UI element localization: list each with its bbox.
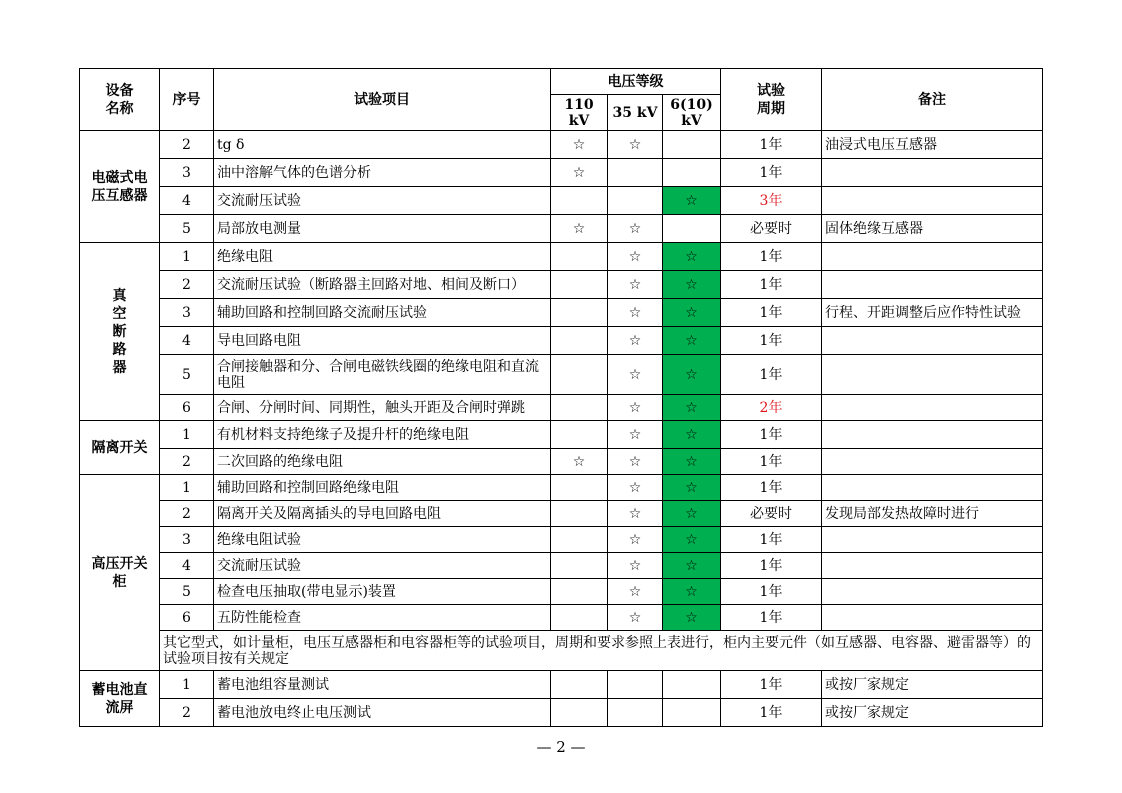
device-category: 电磁式电压互感器 [80, 131, 160, 243]
item-cell: 局部放电测量 [214, 215, 551, 243]
cycle-cell: 1年 [721, 553, 822, 579]
table-row [80, 395, 1043, 421]
v110-cell [551, 395, 608, 421]
cycle-cell: 1年 [721, 671, 822, 699]
remark-cell [822, 553, 1043, 579]
remark-cell: 行程、开距调整后应作特性试验 [822, 299, 1043, 327]
v6-cell [663, 271, 721, 299]
table-row [80, 527, 1043, 553]
header-device: 设备名称 [80, 69, 160, 131]
v6-cell [663, 395, 721, 421]
seq-cell: 2 [160, 271, 214, 299]
v35-cell [608, 671, 663, 699]
v35-cell [608, 215, 663, 243]
v110-cell [551, 579, 608, 605]
star-icon: ☆ [628, 136, 642, 153]
star-icon: ☆ [685, 276, 698, 293]
remark-cell: 油浸式电压互感器 [822, 131, 1043, 159]
star-icon: ☆ [628, 220, 642, 237]
table-row [80, 699, 1043, 727]
remark-cell: 或按厂家规定 [822, 671, 1043, 699]
star-icon: ☆ [685, 505, 698, 522]
seq-cell: 1 [160, 243, 214, 271]
cycle-cell: 1年 [721, 579, 822, 605]
table-row [80, 355, 1043, 395]
v35-cell [608, 449, 663, 475]
remark-cell [822, 421, 1043, 449]
table-row [80, 421, 1043, 449]
table-row [80, 159, 1043, 187]
item-cell: 二次回路的绝缘电阻 [214, 449, 551, 475]
star-icon: ☆ [628, 304, 642, 321]
v6-cell [663, 421, 721, 449]
v110-cell [551, 131, 608, 159]
star-icon: ☆ [685, 453, 698, 470]
v110-cell [551, 421, 608, 449]
cycle-cell: 1年 [721, 299, 822, 327]
v35-cell [608, 327, 663, 355]
v35-cell [608, 501, 663, 527]
v6-cell [663, 579, 721, 605]
header-remark: 备注 [822, 69, 1043, 131]
v6-cell [663, 699, 721, 727]
v110-cell [551, 671, 608, 699]
star-icon: ☆ [628, 248, 642, 265]
v110-cell [551, 699, 608, 727]
table-row [80, 327, 1043, 355]
remark-cell [822, 327, 1043, 355]
star-icon: ☆ [685, 304, 698, 321]
item-cell: 导电回路电阻 [214, 327, 551, 355]
cycle-cell: 1年 [721, 159, 822, 187]
star-icon: ☆ [628, 332, 642, 349]
remark-cell [822, 187, 1043, 215]
star-icon: ☆ [685, 531, 698, 548]
star-icon: ☆ [628, 609, 642, 626]
v6-cell [663, 187, 721, 215]
v35-cell [608, 187, 663, 215]
header-row-top [80, 69, 1043, 95]
star-icon: ☆ [685, 192, 698, 209]
v110-cell [551, 475, 608, 501]
header-item: 试验项目 [214, 69, 551, 131]
v6-cell [663, 671, 721, 699]
v35-cell [608, 527, 663, 553]
v35-cell [608, 579, 663, 605]
seq-cell: 1 [160, 671, 214, 699]
star-icon: ☆ [628, 399, 642, 416]
star-icon: ☆ [572, 136, 586, 153]
v110-cell [551, 243, 608, 271]
item-cell: 检查电压抽取(带电显示)装置 [214, 579, 551, 605]
item-cell: 五防性能检查 [214, 605, 551, 631]
seq-cell: 1 [160, 421, 214, 449]
item-cell: 合闸接触器和分、合闸电磁铁线圈的绝缘电阻和直流电阻 [214, 355, 551, 395]
v35-cell [608, 475, 663, 501]
cycle-cell: 1年 [721, 527, 822, 553]
star-icon: ☆ [628, 557, 642, 574]
seq-cell: 3 [160, 527, 214, 553]
table-row [80, 131, 1043, 159]
v110-cell [551, 527, 608, 553]
item-cell: 辅助回路和控制回路绝缘电阻 [214, 475, 551, 501]
v6-cell [663, 475, 721, 501]
table-row [80, 271, 1043, 299]
note-cell: 其它型式，如计量柜，电压互感器柜和电容器柜等的试验项目，周期和要求参照上表进行，柜内主要元件（如互感器、电容器、避雷器等）的试验项目按有关规定 [160, 631, 1043, 671]
v110-cell [551, 215, 608, 243]
item-cell: 交流耐压试验 [214, 187, 551, 215]
device-category: 隔离开关 [80, 421, 160, 475]
table-row [80, 605, 1043, 631]
seq-cell: 5 [160, 579, 214, 605]
table-row [80, 299, 1043, 327]
v110-cell [551, 159, 608, 187]
table-row [80, 579, 1043, 605]
star-icon: ☆ [628, 505, 642, 522]
star-icon: ☆ [572, 453, 586, 470]
seq-cell: 4 [160, 553, 214, 579]
cycle-cell: 3年 [721, 187, 822, 215]
v35-cell [608, 271, 663, 299]
header-v35: 35 kV [608, 95, 663, 131]
cycle-cell: 1年 [721, 131, 822, 159]
v6-cell [663, 501, 721, 527]
remark-cell: 发现局部发热故障时进行 [822, 501, 1043, 527]
item-cell: 有机材料支持绝缘子及提升杆的绝缘电阻 [214, 421, 551, 449]
header-v110: 110 kV [551, 95, 608, 131]
cycle-cell: 1年 [721, 605, 822, 631]
v110-cell [551, 299, 608, 327]
v35-cell [608, 243, 663, 271]
star-icon: ☆ [628, 583, 642, 600]
v35-cell [608, 699, 663, 727]
v110-cell [551, 271, 608, 299]
v35-cell [608, 553, 663, 579]
star-icon: ☆ [685, 583, 698, 600]
star-icon: ☆ [685, 479, 698, 496]
v110-cell [551, 605, 608, 631]
v110-cell [551, 449, 608, 475]
seq-cell: 2 [160, 699, 214, 727]
star-icon: ☆ [628, 366, 642, 383]
seq-cell: 1 [160, 475, 214, 501]
v6-cell [663, 159, 721, 187]
star-icon: ☆ [685, 609, 698, 626]
star-icon: ☆ [628, 276, 642, 293]
item-cell: 合闸、分闸时间、同期性，触头开距及合闸时弹跳 [214, 395, 551, 421]
star-icon: ☆ [572, 164, 586, 181]
v6-cell [663, 605, 721, 631]
item-cell: tg δ [214, 131, 551, 159]
page-number: — 2 — [536, 738, 586, 756]
cycle-cell: 1年 [721, 421, 822, 449]
v35-cell [608, 131, 663, 159]
v35-cell [608, 355, 663, 395]
item-cell: 辅助回路和控制回路交流耐压试验 [214, 299, 551, 327]
remark-cell [822, 579, 1043, 605]
table-row [80, 243, 1043, 271]
header-v6: 6(10) kV [663, 95, 721, 131]
star-icon: ☆ [572, 220, 586, 237]
device-category: 高压开关柜 [80, 475, 160, 671]
item-cell: 绝缘电阻试验 [214, 527, 551, 553]
device-category: 蓄电池直流屏 [80, 671, 160, 727]
item-cell: 隔离开关及隔离插头的导电回路电阻 [214, 501, 551, 527]
seq-cell: 6 [160, 395, 214, 421]
v6-cell [663, 355, 721, 395]
seq-cell: 4 [160, 187, 214, 215]
remark-cell [822, 271, 1043, 299]
v6-cell [663, 327, 721, 355]
seq-cell: 2 [160, 449, 214, 475]
v6-cell [663, 553, 721, 579]
test-items-table [79, 68, 1043, 727]
v110-cell [551, 327, 608, 355]
table-row [80, 449, 1043, 475]
remark-cell [822, 527, 1043, 553]
table-row [80, 187, 1043, 215]
v110-cell [551, 501, 608, 527]
cycle-cell: 1年 [721, 449, 822, 475]
table-row [80, 501, 1043, 527]
seq-cell: 4 [160, 327, 214, 355]
note-row [80, 631, 1043, 671]
header-voltage: 电压等级 [551, 69, 721, 95]
remark-cell [822, 159, 1043, 187]
cycle-cell: 1年 [721, 327, 822, 355]
remark-cell: 固体绝缘互感器 [822, 215, 1043, 243]
cycle-cell: 1年 [721, 271, 822, 299]
cycle-cell: 1年 [721, 699, 822, 727]
remark-cell [822, 243, 1043, 271]
table-row [80, 671, 1043, 699]
v110-cell [551, 553, 608, 579]
seq-cell: 6 [160, 605, 214, 631]
cycle-cell: 必要时 [721, 501, 822, 527]
star-icon: ☆ [685, 426, 698, 443]
remark-cell: 或按厂家规定 [822, 699, 1043, 727]
remark-cell [822, 355, 1043, 395]
v6-cell [663, 527, 721, 553]
v6-cell [663, 215, 721, 243]
item-cell: 油中溶解气体的色谱分析 [214, 159, 551, 187]
v110-cell [551, 187, 608, 215]
seq-cell: 2 [160, 131, 214, 159]
v35-cell [608, 159, 663, 187]
star-icon: ☆ [628, 453, 642, 470]
v6-cell [663, 131, 721, 159]
table-row [80, 215, 1043, 243]
seq-cell: 3 [160, 159, 214, 187]
star-icon: ☆ [685, 557, 698, 574]
cycle-cell: 1年 [721, 475, 822, 501]
seq-cell: 2 [160, 501, 214, 527]
remark-cell [822, 605, 1043, 631]
star-icon: ☆ [628, 426, 642, 443]
star-icon: ☆ [685, 399, 698, 416]
cycle-cell: 1年 [721, 243, 822, 271]
remark-cell [822, 475, 1043, 501]
v35-cell [608, 421, 663, 449]
v6-cell [663, 449, 721, 475]
v35-cell [608, 299, 663, 327]
item-cell: 交流耐压试验 [214, 553, 551, 579]
item-cell: 绝缘电阻 [214, 243, 551, 271]
seq-cell: 3 [160, 299, 214, 327]
v6-cell [663, 243, 721, 271]
item-cell: 蓄电池放电终止电压测试 [214, 699, 551, 727]
v110-cell [551, 355, 608, 395]
item-cell: 交流耐压试验（断路器主回路对地、相间及断口） [214, 271, 551, 299]
table-row [80, 553, 1043, 579]
star-icon: ☆ [685, 366, 698, 383]
cycle-cell: 2年 [721, 395, 822, 421]
table-body [80, 131, 1043, 727]
cycle-cell: 必要时 [721, 215, 822, 243]
v35-cell [608, 395, 663, 421]
remark-cell [822, 449, 1043, 475]
seq-cell: 5 [160, 215, 214, 243]
device-category: 真空断路器 [80, 243, 160, 421]
v6-cell [663, 299, 721, 327]
star-icon: ☆ [628, 479, 642, 496]
header-seq: 序号 [160, 69, 214, 131]
remark-cell [822, 395, 1043, 421]
v35-cell [608, 605, 663, 631]
seq-cell: 5 [160, 355, 214, 395]
star-icon: ☆ [685, 248, 698, 265]
star-icon: ☆ [685, 332, 698, 349]
item-cell: 蓄电池组容量测试 [214, 671, 551, 699]
star-icon: ☆ [628, 531, 642, 548]
cycle-cell: 1年 [721, 355, 822, 395]
table-row [80, 475, 1043, 501]
header-cycle: 试验周期 [721, 69, 822, 131]
